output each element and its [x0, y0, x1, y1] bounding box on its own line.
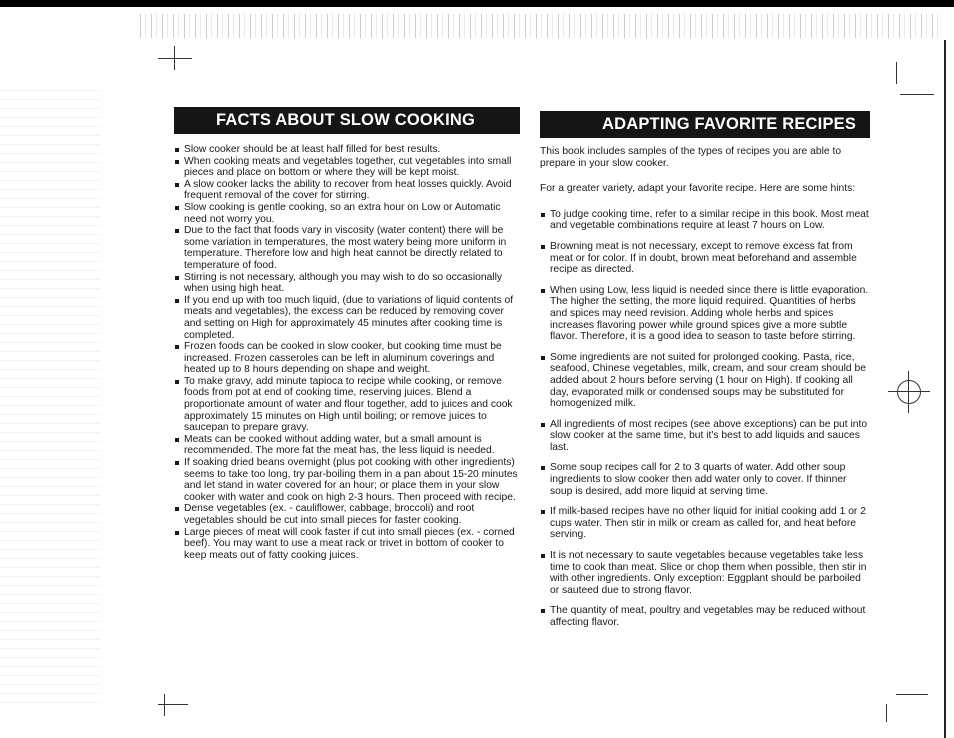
adapting-hints-intro: For a greater variety, adapt your favorite recipe. Here are some hints:: [540, 183, 856, 195]
crop-mark-top-left: [158, 58, 192, 59]
crop-mark-bottom-right-vertical: [886, 704, 887, 722]
list-item: Due to the fact that foods vary in viscosity (water content) there will be some variation in temperatures, the most watery being more uniform in temperature. Therefore low and high heat cannot be directly related to temperature of food.: [174, 225, 520, 271]
adapting-intro: This book includes samples of the types of recipes you are able to prepare in your slow cooker.: [540, 146, 842, 169]
facts-list: [174, 144, 520, 561]
list-item: If soaking dried beans overnight (plus pot cooking with other ingredients) seems to take too long, try par-boiling them in a pan about 15-20 minutes and let stand in water covered for an hour; or place them in your slow cooker with water and cook on high 2-3 hours. Then proceed with recipe.: [174, 457, 520, 503]
crop-mark-top-right-vertical: [896, 62, 897, 84]
list-item: Slow cooking is gentle cooking, so an extra hour on Low or Automatic need not worry you.: [174, 202, 520, 225]
list-item: If milk-based recipes have no other liquid for initial cooking add 1 or 2 cups water. Then stir in milk or cream as called for, and heat before serving.: [540, 506, 870, 541]
crop-mark-bottom-right: [896, 694, 928, 695]
list-item: Slow cooker should be at least half filled for best results.: [174, 144, 520, 156]
scan-noise-top: [140, 14, 940, 38]
list-item: Stirring is not necessary, although you may wish to do so occasionally when using high heat.: [174, 272, 520, 295]
scan-noise-left: [0, 90, 100, 710]
list-item: A slow cooker lacks the ability to recover from heat losses quickly. Avoid frequent removal of the cover for stirring.: [174, 179, 520, 202]
crop-mark-top-left-vertical: [174, 46, 175, 70]
facts-heading: FACTS ABOUT SLOW COOKING: [174, 107, 520, 134]
list-item: Large pieces of meat will cook faster if cut into small pieces (ex. - corned beef). You may want to use a meat rack or trivet in bottom of cooker to keep meats out of fatty cooking juices.: [174, 527, 520, 562]
list-item: Browning meat is not necessary, except to remove excess fat from meat or for color. If in doubt, brown meat beforehand and assemble recipe as directed.: [540, 241, 870, 276]
adapting-section: [540, 107, 870, 638]
list-item: To judge cooking time, refer to a similar recipe in this book. Most meat and vegetable combinations require at least 7 hours on Low.: [540, 209, 870, 232]
list-item: Meats can be cooked without adding water, but a small amount is recommended. The more fat the meat has, the less liquid is needed.: [174, 434, 520, 457]
crop-mark-bottom-left: [158, 704, 188, 705]
list-item: If you end up with too much liquid, (due to variations of liquid contents of meats and vegetables), the excess can be reduced by removing cover and setting on High for approximately 45 minutes after cooking time is completed.: [174, 295, 520, 341]
facts-section: [174, 107, 520, 561]
list-item: Dense vegetables (ex. - cauliflower, cabbage, broccoli) and root vegetables should be cut into small pieces for faster cooking.: [174, 503, 520, 526]
list-item: All ingredients of most recipes (see above exceptions) can be put into slow cooker at the same time, but it's best to add liquids and sauces last.: [540, 419, 870, 454]
crop-mark-bottom-left-vertical: [164, 694, 165, 716]
crop-mark-top-right: [900, 94, 934, 95]
scan-border-right: [944, 40, 946, 738]
list-item: Some soup recipes call for 2 to 3 quarts of water. Add other soup ingredients to slow cooker then add water only to cover. If thinner soup is desired, add more liquid at serving time.: [540, 462, 870, 497]
list-item: Some ingredients are not suited for prolonged cooking. Pasta, rice, seafood, Chinese vegetables, milk, cream, and sour cream should be added about 2 hours before serving (1 hour on High). If cooking all day, evaporated milk or condensed soups may be substituted for homogenized milk.: [540, 352, 870, 410]
adapting-list: [540, 209, 870, 629]
adapting-heading: ADAPTING FAVORITE RECIPES: [540, 111, 870, 138]
list-item: When cooking meats and vegetables together, cut vegetables into small pieces and place on bottom or where they will be kept moist.: [174, 156, 520, 179]
scan-border-top: [0, 0, 954, 7]
list-item: To make gravy, add minute tapioca to recipe while cooking, or remove foods from pot at end of cooking time, reserving juices. Blend a proportionate amount of water and flour together, add to juices and cook approximately 15 minutes on High until boiling; or remove juices to saucepan to prepare gravy.: [174, 376, 520, 434]
registration-mark-icon: [897, 380, 921, 404]
list-item: Frozen foods can be cooked in slow cooker, but cooking time must be increased. Frozen casseroles can be left in aluminum coverings and heated up to 8 hours depending on shape and weight.: [174, 341, 520, 376]
list-item: It is not necessary to saute vegetables because vegetables take less time to cook than meat. Slice or chop them when possible, then stir in with other ingredients. Only exception: Eggplant should be parboiled or sauteed due to strong flavor.: [540, 550, 870, 596]
list-item: The quantity of meat, poultry and vegetables may be reduced without affecting flavor.: [540, 605, 870, 628]
list-item: When using Low, less liquid is needed since there is little evaporation. The higher the setting, the more liquid required. Quantities of herbs and spices may need revision. Adding whole herbs and spices increases flavoring power while ground spices give a more subtle flavor. Therefore, it is a good idea to season to taste before stirring.: [540, 285, 870, 343]
